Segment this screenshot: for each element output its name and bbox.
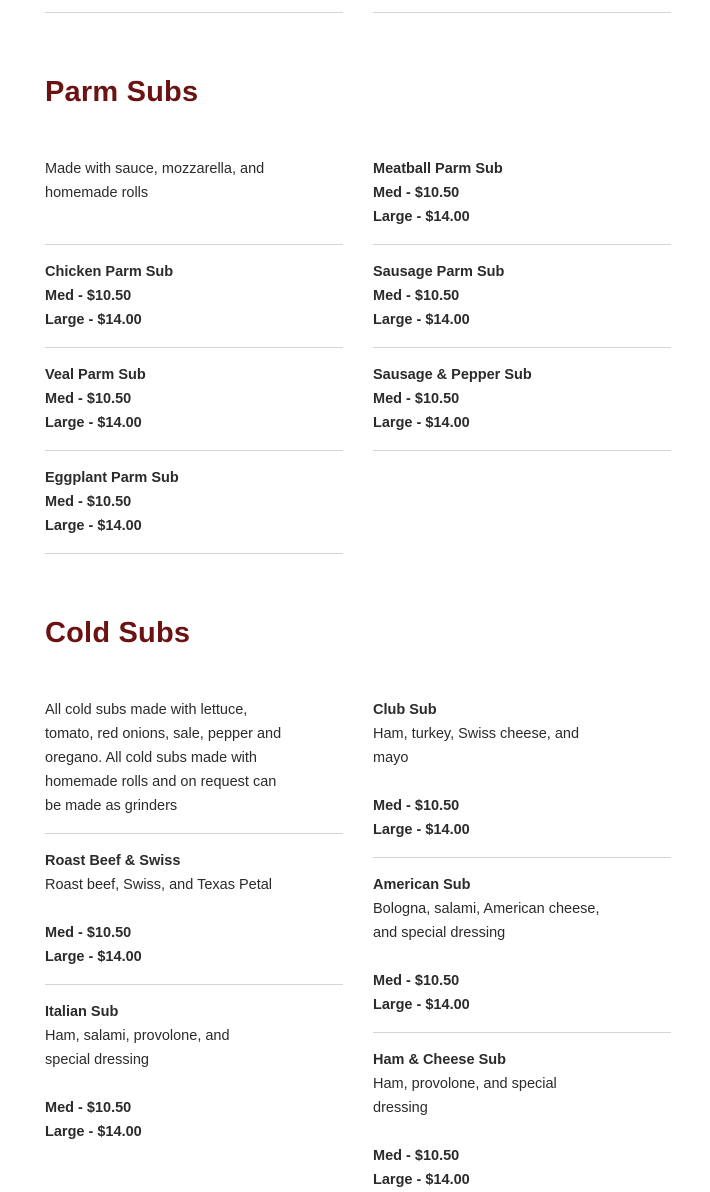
divider bbox=[45, 450, 343, 451]
item-price-large: Large - $14.00 bbox=[45, 949, 142, 965]
divider bbox=[373, 244, 671, 245]
menu-item-sausage-parm-sub bbox=[373, 260, 671, 332]
divider bbox=[373, 857, 671, 858]
divider bbox=[45, 833, 343, 834]
item-price-large: Large - $14.00 bbox=[373, 997, 470, 1013]
section-title-cold-subs: Cold Subs bbox=[45, 617, 191, 649]
item-name: Meatball Parm Sub bbox=[373, 161, 503, 177]
item-price-med: Med - $10.50 bbox=[45, 391, 132, 407]
section-intro-text: All cold subs made with lettuce, tomato, red onions, sale, pepper and oregano. All cold subs made with homemade rolls and on request can be made as grinders bbox=[45, 702, 282, 814]
item-price-med: Med - $10.50 bbox=[45, 925, 132, 941]
menu-item-italian-sub bbox=[45, 1000, 343, 1144]
item-name: Sausage Parm Sub bbox=[373, 264, 505, 280]
divider bbox=[373, 347, 671, 348]
divider bbox=[45, 553, 343, 554]
menu-item-club-sub bbox=[373, 698, 671, 842]
section-intro-text: Made with sauce, mozzarella, and homemade rolls bbox=[45, 161, 265, 201]
item-price-large: Large - $14.00 bbox=[373, 415, 470, 431]
item-price-med: Med - $10.50 bbox=[45, 494, 132, 510]
item-price-large: Large - $14.00 bbox=[45, 518, 142, 534]
item-name: Chicken Parm Sub bbox=[45, 264, 174, 280]
item-name: Italian Sub bbox=[45, 1004, 119, 1020]
item-name: Veal Parm Sub bbox=[45, 367, 146, 383]
divider bbox=[45, 984, 343, 985]
item-price-med: Med - $10.50 bbox=[373, 185, 460, 201]
section-title-parm-subs: Parm Subs bbox=[45, 76, 199, 108]
item-price-large: Large - $14.00 bbox=[373, 822, 470, 838]
section-intro-cold bbox=[45, 698, 343, 818]
item-price-large: Large - $14.00 bbox=[373, 312, 470, 328]
menu-item-roast-beef-swiss bbox=[45, 849, 343, 969]
divider bbox=[45, 244, 343, 245]
menu-item-chicken-parm-sub bbox=[45, 260, 343, 332]
item-name: Club Sub bbox=[373, 702, 437, 718]
item-price-med: Med - $10.50 bbox=[373, 288, 460, 304]
item-price-large: Large - $14.00 bbox=[373, 209, 470, 225]
item-name: American Sub bbox=[373, 877, 471, 893]
item-price-large: Large - $14.00 bbox=[45, 1124, 142, 1140]
item-name: Roast Beef & Swiss bbox=[45, 853, 181, 869]
item-description: Ham, provolone, and special dressing bbox=[373, 1076, 557, 1116]
item-price-large: Large - $14.00 bbox=[373, 1172, 470, 1188]
item-description: Ham, turkey, Swiss cheese, and mayo bbox=[373, 726, 580, 766]
item-price-med: Med - $10.50 bbox=[373, 973, 460, 989]
menu-item-meatball-parm-sub bbox=[373, 157, 671, 229]
section-intro-parm bbox=[45, 157, 343, 205]
item-price-med: Med - $10.50 bbox=[373, 798, 460, 814]
item-price-med: Med - $10.50 bbox=[45, 288, 132, 304]
divider bbox=[45, 12, 343, 13]
divider bbox=[45, 347, 343, 348]
menu-item-sausage-pepper-sub bbox=[373, 363, 671, 435]
item-description: Bologna, salami, American cheese, and special dressing bbox=[373, 901, 600, 941]
menu-item-veal-parm-sub bbox=[45, 363, 343, 435]
item-name: Eggplant Parm Sub bbox=[45, 470, 179, 486]
menu-item-eggplant-parm-sub bbox=[45, 466, 343, 538]
menu-item-american-sub bbox=[373, 873, 671, 1017]
divider bbox=[373, 450, 671, 451]
item-description: Ham, salami, provolone, and special dressing bbox=[45, 1028, 230, 1068]
divider bbox=[373, 1032, 671, 1033]
item-price-med: Med - $10.50 bbox=[373, 1148, 460, 1164]
divider bbox=[373, 12, 671, 13]
item-price-large: Large - $14.00 bbox=[45, 312, 142, 328]
item-name: Ham & Cheese Sub bbox=[373, 1052, 506, 1068]
item-name: Sausage & Pepper Sub bbox=[373, 367, 532, 383]
item-price-med: Med - $10.50 bbox=[373, 391, 460, 407]
menu-item-ham-cheese-sub bbox=[373, 1048, 671, 1192]
item-price-med: Med - $10.50 bbox=[45, 1100, 132, 1116]
item-description: Roast beef, Swiss, and Texas Petal bbox=[45, 877, 273, 893]
item-price-large: Large - $14.00 bbox=[45, 415, 142, 431]
